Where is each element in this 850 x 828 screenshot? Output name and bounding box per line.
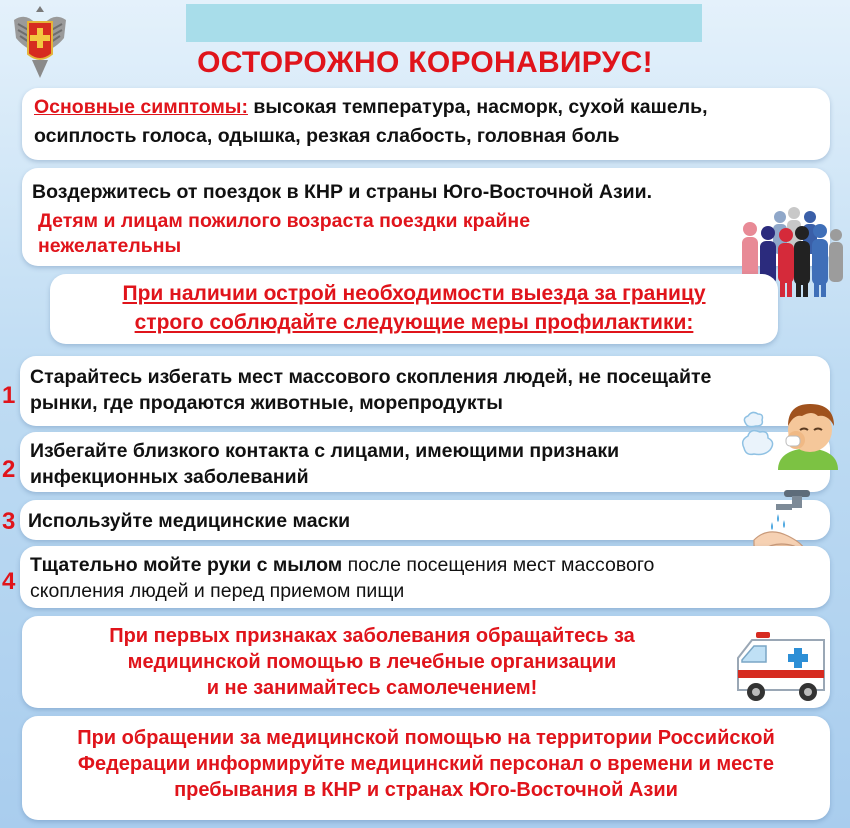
travel-line-3: нежелательны <box>38 235 182 257</box>
first-signs-line-3: и не занимайтесь самолечением! <box>206 677 538 699</box>
measure-1-line-2: рынки, где продаются животные, морепродукты <box>30 392 503 414</box>
travel-line-2: Детям и лицам пожилого возраста поездки крайне <box>38 210 531 232</box>
measure-number-2: 2 <box>2 456 16 483</box>
measure-4-line-1b: после посещения мест массового <box>342 554 655 576</box>
measure-2-line-2: инфекционных заболеваний <box>30 466 309 488</box>
measure-1-line-1: Старайтесь избегать мест массового скопления людей, не посещайте <box>30 366 712 388</box>
measure-number-3: 3 <box>2 508 16 535</box>
measure-3-line-1: Используйте медицинские маски <box>28 510 351 532</box>
measure-number-4: 4 <box>2 568 16 595</box>
first-signs-line-2: медицинской помощью в лечебные организации <box>127 651 617 673</box>
inform-line-3: пребывания в КНР и странах Юго-Восточной Азии <box>174 779 678 801</box>
sick-boy-icon <box>738 396 848 476</box>
measure-4-line-1a: Тщательно мойте руки с мылом <box>30 554 343 576</box>
symptoms-label: Основные симптомы: <box>34 96 248 118</box>
measure-number-1: 1 <box>2 382 16 409</box>
necessity-line-2: строго соблюдайте следующие меры профилактики: <box>134 311 694 334</box>
ambulance-icon <box>732 628 832 704</box>
symptoms-text-1: высокая температура, насморк, сухой кашель, <box>253 96 708 118</box>
top-strip <box>186 4 702 42</box>
symptoms-text-2: осиплость голоса, одышка, резкая слабость, головная боль <box>34 125 620 147</box>
measure-2-line-1: Избегайте близкого контакта с лицами, имеющими признаки <box>30 440 620 462</box>
necessity-line-1: При наличии острой необходимости выезда за границу <box>122 282 706 305</box>
travel-line-1: Воздержитесь от поездок в КНР и страны Юго-Восточной Азии. <box>32 181 653 203</box>
measure-4-line-2: скопления людей и перед приемом пищи <box>30 580 405 602</box>
inform-line-2: Федерации информируйте медицинский персонал о времени и месте <box>77 753 775 775</box>
main-title: ОСТОРОЖНО КОРОНАВИРУС! <box>197 46 653 79</box>
first-signs-line-1: При первых признаках заболевания обращайтесь за <box>109 625 635 647</box>
symptoms-line-1 <box>34 92 707 122</box>
inform-line-1: При обращении за медицинской помощью на территории Российской <box>77 727 775 749</box>
